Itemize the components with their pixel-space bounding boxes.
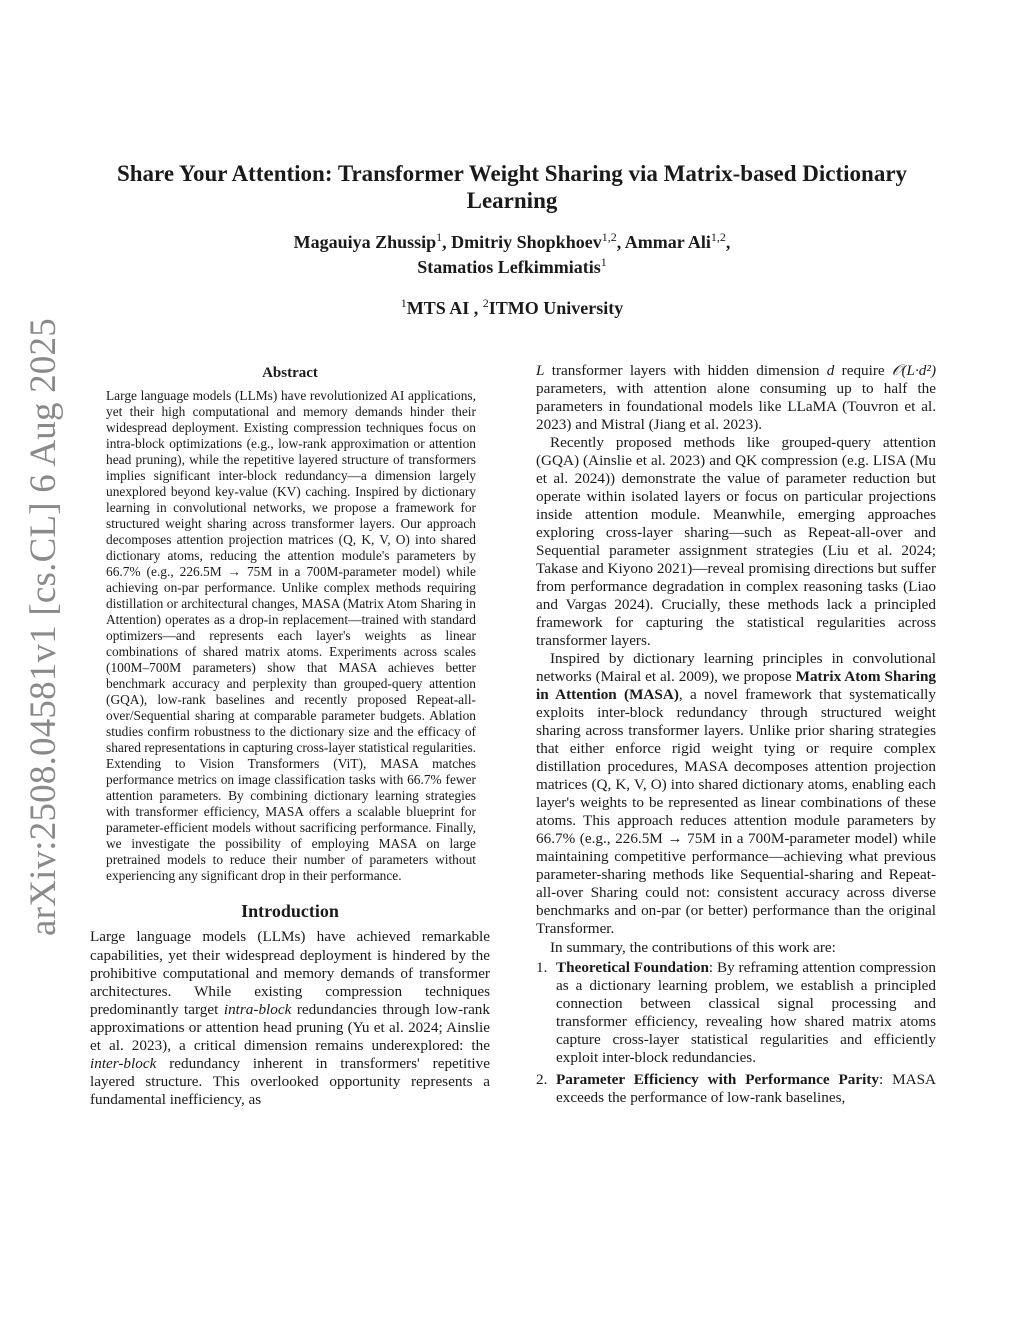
text-run: , a novel framework that systematically exploits inter-block redundancy through structured weight sharing across transformer layers. Unlike prior sharing strategies that either enforce rigid weight tying or require complex distillation procedures, MASA decomposes attention projection matrices (Q, K, V, O) into shared dictionary atoms, enabling each layer's weights to be represented as linear combinations of these atoms. This approach reduces attention module parameters by 66.7% (e.g., 226.5M → 75M in a 700M-parameter model) while maintaining competitive performance—achieving what previous parameter-sharing methods like Sequential-sharing and Repeat-all-over Sharing could not: consistent accuracy across diverse benchmarks and on-par (or better) performance than the original Transformer. <box>536 686 936 938</box>
author-affiliation-mark: 1,2 <box>601 230 617 244</box>
intro-paragraph-2: Recently proposed methods like grouped-query attention (GQA) (Ainslie et al. 2023) and QK compression (e.g. LISA (Mu et al. 2024)) demonstrate the value of parameter reduction but operate within isolated layers or focus on particular projections inside attention module. Meanwhile, emerging approaches exploring cross-layer sharing—such as Repeat-all-over and Sequential parameter assignment strategies (Liu et al. 2024; Takase and Kiyono 2021)—reveal promising directions but suffer from performance degradation in complex reasoning tasks (Liao and Vargas 2024). Crucially, these methods lack a principled framework for capturing the statistical regularities across transformer layers. <box>536 434 936 650</box>
math-var-L: L <box>536 362 545 379</box>
contribution-text: : MASA exceeds the performance of low-rank baselines, <box>556 1070 937 1106</box>
right-column <box>536 362 936 1111</box>
text-run: Large language models (LLMs) have achieved remarkable capabilities, yet their widespread deployment is hindered by the prohibitive computational and memory demands of transformer architectures. While existing compression techniques predominantly target <box>90 928 490 1018</box>
intro-paragraph-3 <box>536 650 936 938</box>
text-run: redundancies through low-rank approximations or attention head pruning (Yu et al. 2024; Ainslie et al. 2023), a critical dimension remains underexplored: the <box>90 1000 490 1054</box>
author-affiliation-mark: 1,2 <box>710 230 726 244</box>
paper-title <box>86 160 938 214</box>
introduction-heading: Introduction <box>241 901 339 922</box>
abstract-text: Large language models (LLMs) have revolutionized AI applications, yet their high computational and memory demands hinder their widespread deployment. Existing compression techniques focus on intra-block optimizations (e.g., low-rank approximation or attention head pruning), while the repetitive layered structure of transformers implies significant inter-block redundancy—a dimension largely unexplored beyond key-value (KV) caching. Inspired by dictionary learning in convolutional networks, we propose a framework for structured weight sharing across transformer layers. Our approach decomposes attention projection matrices (Q, K, V, O) into shared dictionary atoms, reducing the attention module's parameters by 66.7% (e.g., 226.5M → 75M in a 700M-parameter model) while achieving on-par performance. Unlike complex methods requiring distillation or architectural changes, MASA (Matrix Atom Sharing in Attention) operates as a drop-in replacement—trained with standard optimizers—and represents each layer's weights as linear combinations of shared matrix atoms. Experiments across scales (100M–700M parameters) show that MASA achieves better benchmark accuracy and perplexity than grouped-query attention (GQA), low-rank baselines and recently proposed Repeat-all-over/Sequential sharing at comparable parameter budgets. Ablation studies confirm robustness to the dictionary size and the efficacy of shared representations in capturing cross-layer statistical regularities. Extending to Vision Transformers (ViT), MASA matches performance metrics on image classification tasks with 66.7% fewer attention parameters. By combining dictionary learning strategies with transformer efficiency, MASA offers a scalable blueprint for parameter-efficient models without sacrificing performance. Finally, we investigate the possibility of employing MASA on large pretrained models to reduce their number of parameters without experiencing any significant drop in their performance. <box>106 388 476 884</box>
text-run: redundancy inherent in transformers' repetitive layered structure. This overlooked opportunity represents a fundamental inefficiency, as <box>90 1054 490 1108</box>
affiliation-name: ITMO University <box>488 298 624 318</box>
author-name: Dmitriy Shopkhoev <box>451 232 602 252</box>
affiliation-mark: 1 <box>400 296 407 310</box>
text-run: Inspired by dictionary learning principles in convolutional networks (Mairal et al. 2009), we propose <box>536 650 936 686</box>
contribution-number: 2. <box>536 1070 548 1088</box>
emphasis-inter-block: inter-block <box>90 1054 157 1072</box>
masa-name: Matrix Atom Sharing in Attention (MASA) <box>536 668 936 704</box>
contribution-item <box>536 1071 936 1107</box>
emphasis-intra-block: intra-block <box>223 1000 292 1018</box>
title-line-1: Share Your Attention: Transformer Weight Sharing via Matrix-based Dictionary <box>116 161 908 186</box>
affiliation-mark: 2 <box>482 296 489 310</box>
intro-paragraph-1b <box>536 362 936 434</box>
math-var-d: d <box>826 362 835 379</box>
math-complexity: 𝒪(L·d²) <box>891 362 936 379</box>
author-name: Magauiya Zhussip <box>293 232 437 252</box>
contribution-list <box>536 959 936 1107</box>
author-affiliation-mark: 1 <box>436 230 443 244</box>
contribution-label: Parameter Efficiency with Performance Parity <box>556 1070 879 1088</box>
author-name: Ammar Ali <box>624 232 711 252</box>
intro-paragraph-1a <box>90 928 490 1108</box>
text-run: transformer layers with hidden dimension <box>544 362 827 379</box>
contribution-label: Theoretical Foundation <box>556 958 709 976</box>
title-line-2: Learning <box>466 188 558 213</box>
text-run: require <box>834 362 892 379</box>
author-name: Stamatios Lefkimmiatis <box>417 257 601 277</box>
contribution-text: : By reframing attention compression as a dictionary learning problem, we establish a principled connection between classical signal processing and transformer efficiency, revealing how shared matrix atoms capture cross-layer statistical regularities and efficiently exploit inter-block redundancies. <box>556 958 936 1066</box>
affiliation-name: MTS AI <box>406 298 470 318</box>
contribution-item <box>536 959 936 1067</box>
left-column <box>90 362 490 1109</box>
intro-paragraph-4: In summary, the contributions of this work are: <box>550 938 836 956</box>
affiliations: $^1$MTS AI , $^2$ITMO University <box>400 296 624 318</box>
author-affiliation-mark: 1 <box>600 255 607 269</box>
abstract-heading: Abstract <box>262 365 318 381</box>
author-list: Magauiya Zhussip$^1$, Dmitriy Shopkhoev$^{1,2}$, Ammar Ali$^{1,2}$, Stamatios Lefkimmiatis$^1$ <box>293 230 731 277</box>
text-run: parameters, with attention alone consuming up to half the parameters in foundational models like LLaMA (Touvron et al. 2023) and Mistral (Jiang et al. 2023). <box>536 380 936 434</box>
arxiv-identifier: arXiv:2508.04581v1 [cs.CL] 6 Aug 2025 <box>23 318 64 936</box>
contribution-number: 1. <box>536 958 548 976</box>
